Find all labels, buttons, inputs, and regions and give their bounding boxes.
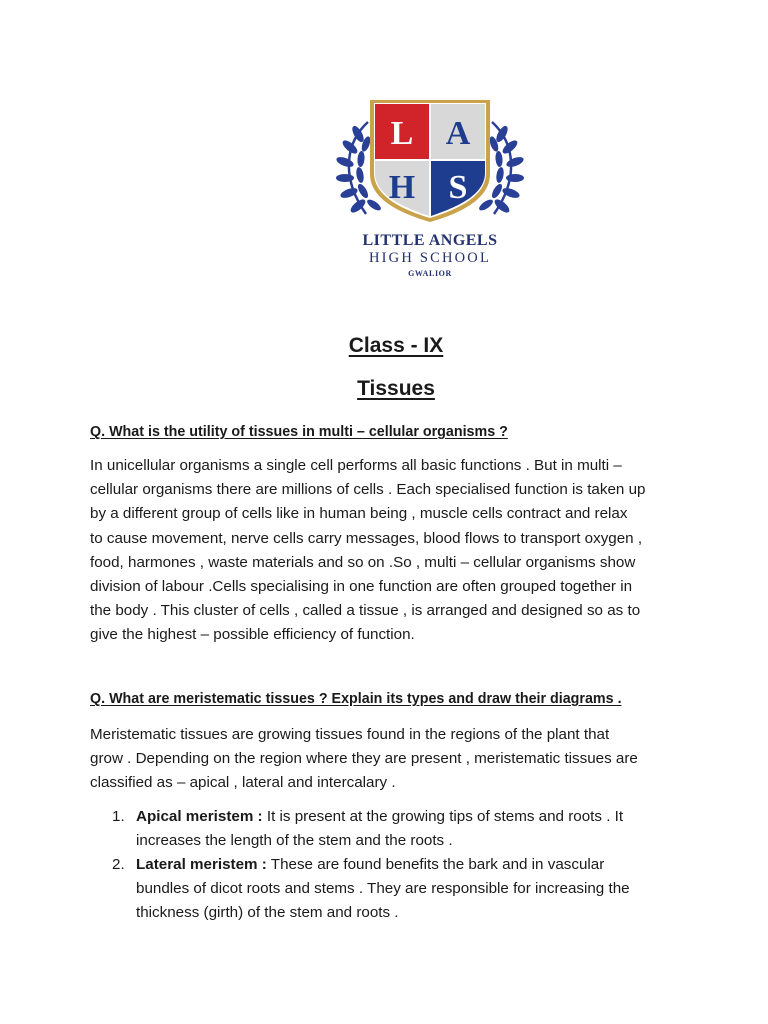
answer-1-line: to cause movement, nerve cells carry messages, blood flows to transport oxygen , xyxy=(90,529,643,547)
answer-1-line: the body . This cluster of cells , called a tissue , is arranged and designed so as to xyxy=(90,602,641,620)
answer-2-intro xyxy=(90,723,685,796)
list-text: These are found benefits the bark and in vascular xyxy=(266,856,605,873)
answer-1 xyxy=(90,454,685,648)
answer-1-line: give the highest – possible efficiency of function. xyxy=(90,626,415,644)
crest-letter-a: A xyxy=(445,115,471,152)
school-logo xyxy=(328,92,532,282)
answer-1-line: cellular organisms there are millions of cells . Each specialised function is taken up xyxy=(90,481,646,499)
list-text: thickness (girth) of the stem and roots . xyxy=(136,904,399,921)
school-name-line1: LITTLE ANGELS xyxy=(362,232,498,249)
school-city: GWALIOR xyxy=(408,269,452,278)
list-text: increases the length of the stem and the roots . xyxy=(136,832,453,849)
question-2: Q. What are meristematic tissues ? Explain its types and draw their diagrams . xyxy=(90,691,622,707)
answer-1-line: division of labour .Cells specialising in one function are often grouped together in xyxy=(90,578,633,596)
list-item xyxy=(90,853,690,925)
crest-letter-l: L xyxy=(390,115,414,152)
topic-title: Tissues xyxy=(357,377,435,400)
list-term: Lateral meristem : xyxy=(136,856,267,873)
question-1: Q. What is the utility of tissues in multi – cellular organisms ? xyxy=(90,424,508,440)
answer-1-line: food, harmones , waste materials and so on .So , multi – cellular organisms show xyxy=(90,553,636,571)
meristem-types-list xyxy=(90,805,690,925)
answer-1-line: by a different group of cells like in human being , muscle cells contract and relax xyxy=(90,505,628,523)
school-name-line2: HIGH SCHOOL xyxy=(368,250,492,266)
school-crest-icon xyxy=(328,92,532,232)
list-text: bundles of dicot roots and stems . They are responsible for increasing the xyxy=(136,880,630,897)
class-title: Class - IX xyxy=(348,334,444,357)
answer-2-line: classified as – apical , lateral and intercalary . xyxy=(90,774,396,792)
answer-1-line: In unicellular organisms a single cell performs all basic functions . But in multi – xyxy=(90,457,622,474)
answer-2-line: grow . Depending on the region where they are present , meristematic tissues are xyxy=(90,750,638,768)
answer-2-line: Meristematic tissues are growing tissues found in the regions of the plant that xyxy=(90,726,610,743)
crest-letter-h: H xyxy=(388,169,416,206)
crest-letter-s: S xyxy=(448,169,468,206)
list-number: 2. xyxy=(112,856,125,873)
list-number: 1. xyxy=(112,808,125,825)
list-item xyxy=(90,805,690,853)
list-term: Apical meristem : xyxy=(136,808,263,825)
list-text: It is present at the growing tips of stems and roots . It xyxy=(262,808,624,825)
